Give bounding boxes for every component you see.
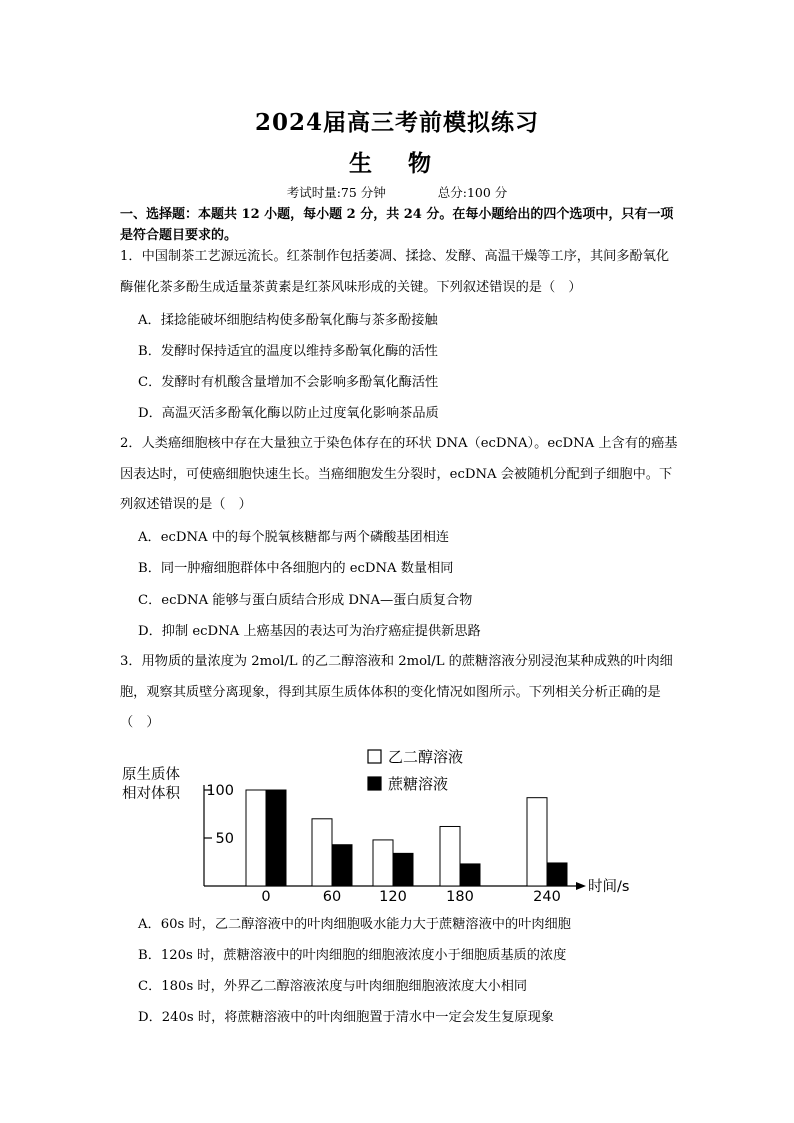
section-heading: 一、选择题：本题共 12 小题，每小题 2 分，共 24 分。在每小题给出的四个选项中，只有一项是符合题目要求的。 [120, 207, 674, 243]
legend-label-ethylene-glycol: 乙二醇溶液 [388, 748, 464, 766]
question-1-option-a: A．揉捻能破坏细胞结构使多酚氧化酶与茶多酚接触 [138, 313, 438, 328]
bar-sucrose-180 [460, 864, 480, 886]
question-3-stem: 3．用物质的量浓度为 2mol/L 的乙二醇溶液和 2mol/L 的蔗糖溶液分别浸泡某种成熟的叶肉细胞，观察其质壁分离现象，得到其原生质体体积的变化情况如图所示。下列相关分析正确的是（ ） [120, 654, 673, 730]
exam-meta [0, 183, 794, 201]
question-1-stem: 1．中国制茶工艺源远流长。红茶制作包括萎凋、揉捻、发酵、高温干燥等工序，其间多酚氧化酶催化茶多酚生成适量茶黄素是红茶风味形成的关键。下列叙述错误的是（ ） [120, 249, 670, 295]
y-tick-label: 100 [206, 783, 234, 799]
question-2-option-b: B．同一肿瘤细胞群体中各细胞内的 ecDNA 数量相同 [138, 561, 454, 576]
legend-label-sucrose: 蔗糖溶液 [388, 775, 449, 793]
y-axis-label-line1: 原生质体 [122, 767, 180, 783]
exam-title: 2024届高三考前模拟练习 [254, 109, 539, 136]
x-tick-label: 0 [261, 889, 271, 905]
bar-sucrose-60 [332, 845, 352, 886]
question-3-option-a: A．60s 时，乙二醇溶液中的叶肉细胞吸水能力大于蔗糖溶液中的叶肉细胞 [138, 917, 571, 932]
bar-sucrose-120 [393, 853, 413, 886]
legend-swatch-sucrose [368, 777, 381, 790]
question-2-option-d: D．抑制 ecDNA 上癌基因的表达可为治疗癌症提供新思路 [138, 624, 481, 639]
x-tick-label: 240 [533, 889, 561, 905]
question-3-option-b: B．120s 时，蔗糖溶液中的叶肉细胞的细胞液浓度小于细胞质基质的浓度 [138, 948, 567, 963]
question-1-option-d: D．高温灭活多酚氧化酶以防止过度氧化影响茶品质 [138, 406, 439, 421]
bar-ethylene-glycol-120 [373, 840, 393, 886]
question-2-option-c: C．ecDNA 能够与蛋白质结合形成 DNA—蛋白质复合物 [138, 593, 473, 608]
y-tick-label: 50 [215, 831, 234, 847]
legend-swatch-ethylene-glycol [368, 750, 381, 763]
x-tick-label: 120 [379, 889, 407, 905]
question-2-stem: 2．人类癌细胞核中存在大量独立于染色体存在的环状 DNA（ecDNA）。ecDNA 上含有的癌基因表达时，可使癌细胞快速生长。当癌细胞发生分裂时，ecDNA 会被随机分配到子细胞中。下列叙述错误的是（ ） [120, 436, 678, 512]
bar-ethylene-glycol-0 [246, 790, 266, 886]
bar-ethylene-glycol-180 [440, 826, 460, 886]
subject-title: 生 物 [348, 150, 445, 177]
x-axis-arrow [576, 882, 586, 890]
question-3-option-d: D．240s 时，将蔗糖溶液中的叶肉细胞置于清水中一定会发生复原现象 [138, 1010, 554, 1025]
bar-sucrose-0 [266, 790, 286, 886]
bar-ethylene-glycol-60 [312, 819, 332, 886]
x-tick-label: 60 [322, 889, 342, 905]
bar-sucrose-240 [547, 863, 567, 886]
exam-time: 考试时量:75 分钟 [286, 185, 386, 200]
volume-bar-chart [118, 745, 630, 905]
y-axis-label-line2: 相对体积 [122, 786, 180, 802]
question-1-option-b: B．发酵时保持适宜的温度以维持多酚氧化酶的活性 [138, 344, 438, 359]
question-1-option-c: C．发酵时有机酸含量增加不会影响多酚氧化酶活性 [138, 375, 439, 390]
question-2-option-a: A．ecDNA 中的每个脱氧核糖都与两个磷酸基团相连 [138, 530, 450, 545]
x-tick-label: 180 [446, 889, 474, 905]
exam-score: 总分:100 分 [437, 185, 508, 200]
bar-ethylene-glycol-240 [527, 798, 547, 886]
question-3-option-c: C．180s 时，外界乙二醇溶液浓度与叶肉细胞细胞液浓度大小相同 [138, 979, 528, 994]
x-axis-label: 时间/s [588, 879, 630, 895]
